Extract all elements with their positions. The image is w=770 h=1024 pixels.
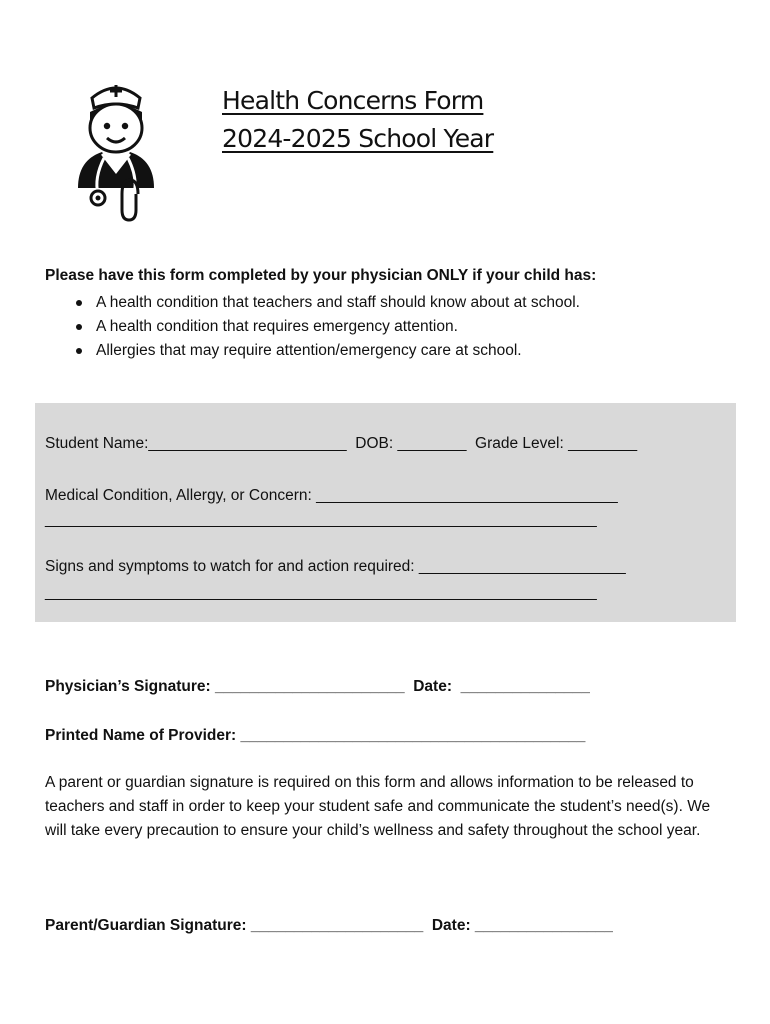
nurse-icon bbox=[72, 76, 160, 222]
symptoms-action-field-continued[interactable]: ________________________________________________________________ bbox=[45, 584, 597, 601]
intro-bullet: A health condition that teachers and staff should know about at school. bbox=[96, 291, 745, 315]
provider-printed-name-field[interactable]: Printed Name of Provider: ________________________________________ bbox=[45, 727, 586, 744]
physician-signature-field[interactable]: Physician’s Signature: ______________________ Date: _______________ bbox=[45, 678, 590, 695]
intro-heading: Please have this form completed by your physician ONLY if your child has: bbox=[45, 267, 597, 284]
student-name-dob-grade-field[interactable]: Student Name:_______________________ DOB: ________ Grade Level: ________ bbox=[45, 435, 638, 452]
symptoms-action-field[interactable]: Signs and symptoms to watch for and action required: ________________________ bbox=[45, 558, 626, 575]
intro-bullet: A health condition that requires emergency attention. bbox=[96, 315, 745, 339]
student-info-box bbox=[35, 403, 736, 622]
title-line-2: 2024-2025 School Year bbox=[222, 124, 494, 153]
medical-condition-field-continued[interactable]: ________________________________________________________________ bbox=[45, 511, 597, 528]
parent-signature-field[interactable]: Parent/Guardian Signature: ____________________ Date: ________________ bbox=[45, 917, 613, 934]
consent-paragraph: A parent or guardian signature is required on this form and allows information to be released to teachers and staff in order to keep your student safe and communicate the student’s need(s). We will take every precaution to ensure your child’s wellness and safety throughout the school year. bbox=[45, 774, 711, 839]
medical-condition-field[interactable]: Medical Condition, Allergy, or Concern: ___________________________________ bbox=[45, 487, 618, 504]
intro-section bbox=[45, 266, 745, 363]
form-title bbox=[222, 82, 493, 158]
intro-bullet-list bbox=[45, 291, 745, 363]
title-line-1: Health Concerns Form bbox=[222, 86, 484, 115]
intro-bullet: Allergies that may require attention/emergency care at school. bbox=[96, 339, 745, 363]
